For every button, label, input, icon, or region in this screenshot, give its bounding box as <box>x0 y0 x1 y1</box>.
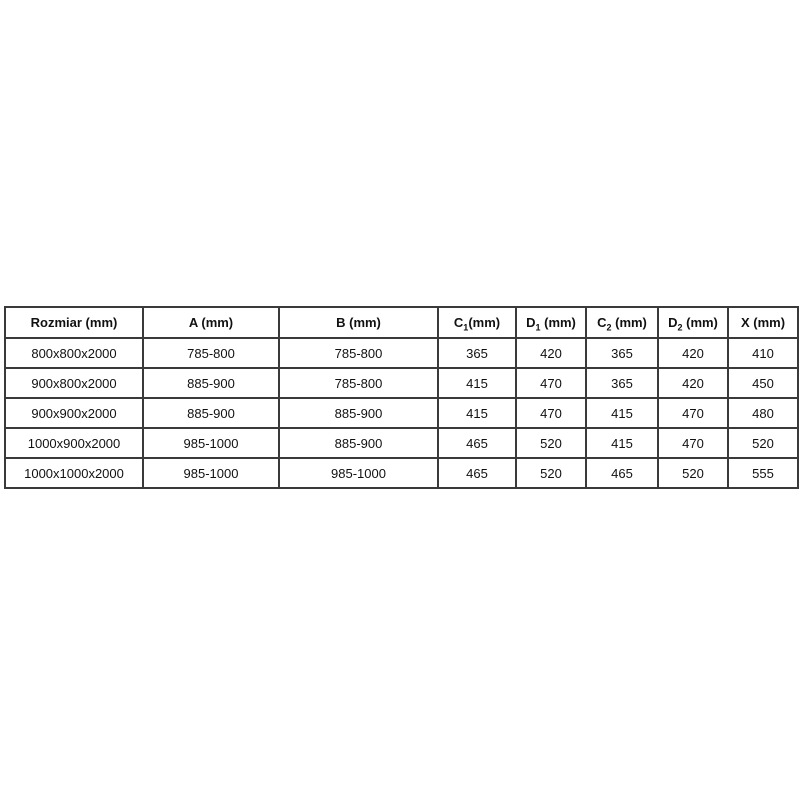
table-cell: 420 <box>658 368 728 398</box>
table-cell: 420 <box>658 338 728 368</box>
table-cell: 520 <box>516 458 586 488</box>
table-cell-size: 900x900x2000 <box>5 398 143 428</box>
column-header-subscript: 1 <box>535 322 541 333</box>
table-cell: 470 <box>658 398 728 428</box>
table-cell: 885-900 <box>143 368 279 398</box>
column-header-unit: (mm) <box>468 315 501 330</box>
table-row <box>5 458 798 488</box>
table-cell-size: 1000x1000x2000 <box>5 458 143 488</box>
table-cell: 520 <box>516 428 586 458</box>
table-cell: 985-1000 <box>279 458 438 488</box>
dimensions-table <box>4 306 799 489</box>
table-cell: 555 <box>728 458 798 488</box>
table-row <box>5 368 798 398</box>
table-cell: 885-900 <box>143 398 279 428</box>
table-cell: 450 <box>728 368 798 398</box>
table-cell: 415 <box>586 428 658 458</box>
table-cell: 465 <box>438 458 516 488</box>
column-header-label: Rozmiar (mm) <box>30 315 118 330</box>
table-cell: 415 <box>438 398 516 428</box>
column-header-unit: (mm) <box>611 315 647 330</box>
table-cell: 470 <box>658 428 728 458</box>
table-row <box>5 428 798 458</box>
column-header-d1 <box>516 307 586 338</box>
column-header-rozmiar <box>5 307 143 338</box>
table-cell: 415 <box>586 398 658 428</box>
table-cell: 465 <box>586 458 658 488</box>
column-header-label: D <box>668 315 678 330</box>
table-cell: 785-800 <box>279 338 438 368</box>
table-cell-size: 1000x900x2000 <box>5 428 143 458</box>
table-cell: 985-1000 <box>143 428 279 458</box>
column-header-subscript: 1 <box>463 322 469 333</box>
column-header-label: X (mm) <box>740 315 786 330</box>
table-cell: 470 <box>516 398 586 428</box>
column-header-unit: (mm) <box>540 315 576 330</box>
table-cell: 785-800 <box>143 338 279 368</box>
column-header-c2 <box>586 307 658 338</box>
table-cell-size: 900x800x2000 <box>5 368 143 398</box>
table-cell: 465 <box>438 428 516 458</box>
table-cell: 520 <box>658 458 728 488</box>
table-cell: 365 <box>586 368 658 398</box>
column-header-label: C <box>597 315 607 330</box>
table-cell: 470 <box>516 368 586 398</box>
table-row <box>5 398 798 428</box>
column-header-label: D <box>526 315 536 330</box>
column-header-subscript: 2 <box>606 322 612 333</box>
table-cell: 520 <box>728 428 798 458</box>
column-header-c1 <box>438 307 516 338</box>
table-row <box>5 338 798 368</box>
table-cell: 415 <box>438 368 516 398</box>
table-cell: 885-900 <box>279 398 438 428</box>
column-header-label: C <box>453 315 464 330</box>
column-header-d2 <box>658 307 728 338</box>
table-cell: 985-1000 <box>143 458 279 488</box>
table-cell: 365 <box>586 338 658 368</box>
column-header-x <box>728 307 798 338</box>
column-header-a <box>143 307 279 338</box>
table-cell: 410 <box>728 338 798 368</box>
column-header-label: A (mm) <box>188 315 234 330</box>
column-header-unit: (mm) <box>682 315 718 330</box>
column-header-label: B (mm) <box>336 315 381 330</box>
table-cell: 480 <box>728 398 798 428</box>
header-row <box>5 307 798 338</box>
table-cell: 785-800 <box>279 368 438 398</box>
table-cell: 365 <box>438 338 516 368</box>
table-cell: 420 <box>516 338 586 368</box>
column-header-b <box>279 307 438 338</box>
table-cell: 885-900 <box>279 428 438 458</box>
column-header-subscript: 2 <box>677 322 683 333</box>
table-cell-size: 800x800x2000 <box>5 338 143 368</box>
